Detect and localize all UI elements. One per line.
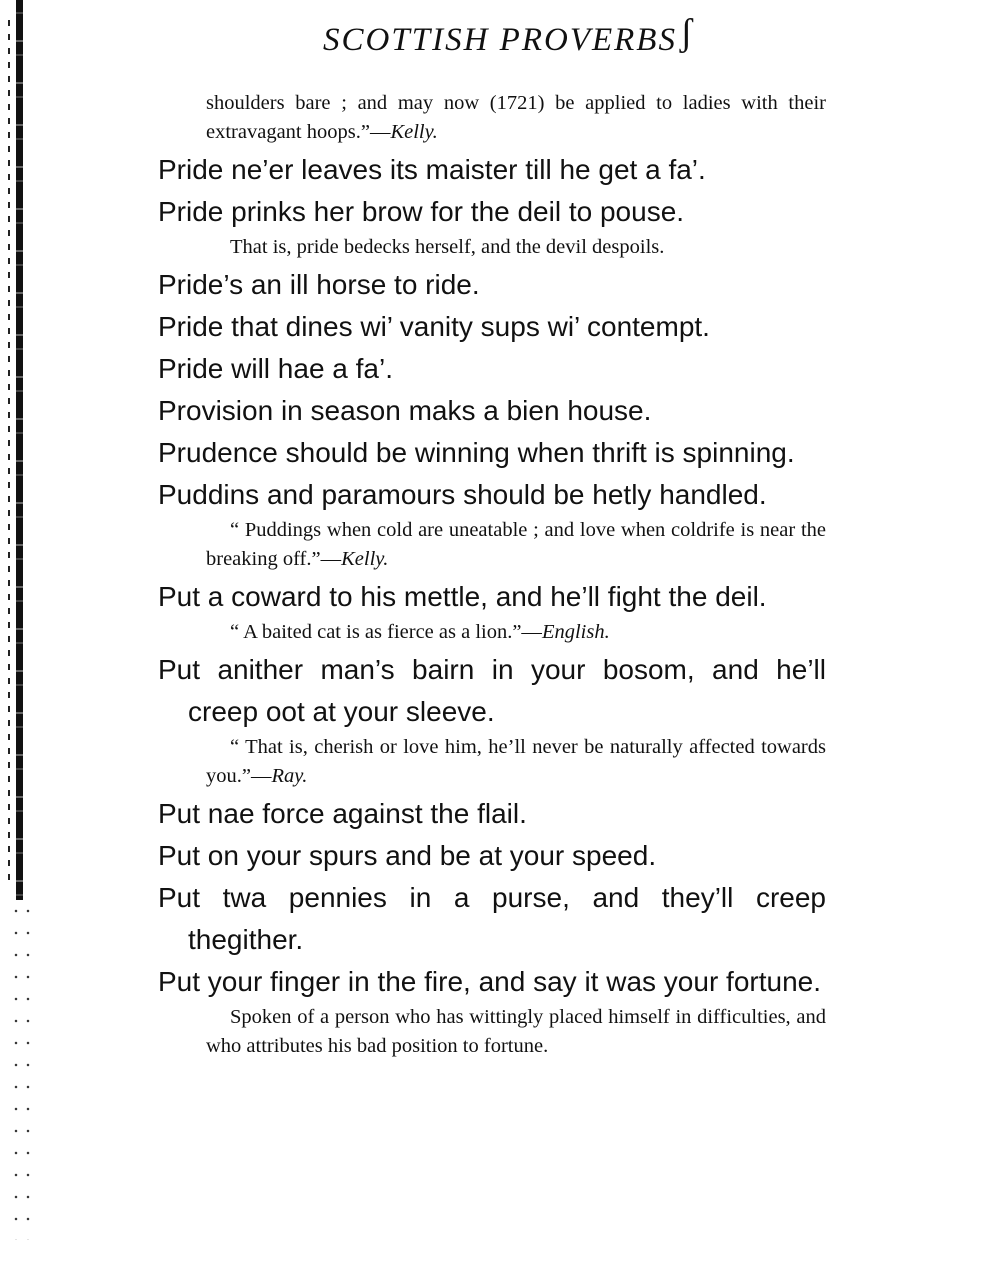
running-head: SCOTTISH PROVERBS	[323, 22, 677, 58]
proverb: Put on your spurs and be at your speed.	[158, 840, 657, 871]
page-body	[158, 89, 826, 1063]
proverb: Provision in season maks a bien house.	[158, 395, 652, 426]
proverb: Puddins and paramours should be hetly handled.	[158, 479, 767, 510]
proverb-note: “ That is, cherish or love him, he’ll never be naturally affected towards you.”—Ray.	[206, 736, 826, 787]
proverb: Pride will hae a fa’.	[158, 353, 394, 384]
proverb: Pride that dines wi’ vanity sups wi’ contempt.	[158, 311, 710, 342]
proverb-note: Spoken of a person who has wittingly placed himself in difficulties, and who attributes his bad position to fortune.	[206, 1006, 826, 1057]
proverb: Put twa pennies in a purse, and they’ll creep thegither.	[158, 882, 826, 955]
proverb: Pride ne’er leaves its maister till he get a fa’.	[158, 154, 706, 185]
proverb: Put your finger in the fire, and say it was your fortune.	[158, 966, 822, 997]
proverb: Put a coward to his mettle, and he’ll fight the deil.	[158, 581, 767, 612]
proverb-note: That is, pride bedecks herself, and the devil despoils.	[230, 236, 665, 258]
proverb-note: “ Puddings when cold are uneatable ; and love when coldrife is near the breaking off.”—Kelly.	[206, 519, 826, 570]
page-binding-edge	[6, 0, 32, 1266]
proverb: Pride prinks her brow for the deil to pouse.	[158, 196, 685, 227]
continued-note: shoulders bare ; and may now (1721) be applied to ladies with their extravagant hoops.”—Kelly.	[206, 92, 826, 143]
proverb: Prudence should be winning when thrift is spinning.	[158, 437, 795, 468]
proverb-note: “ A baited cat is as fierce as a lion.”—English.	[230, 621, 610, 643]
proverb: Put anither man’s bairn in your bosom, and he’ll creep oot at your sleeve.	[158, 654, 826, 727]
pen-mark: ʃ	[680, 12, 693, 54]
proverb: Pride’s an ill horse to ride.	[158, 269, 480, 300]
proverb: Put nae force against the flail.	[158, 798, 527, 829]
